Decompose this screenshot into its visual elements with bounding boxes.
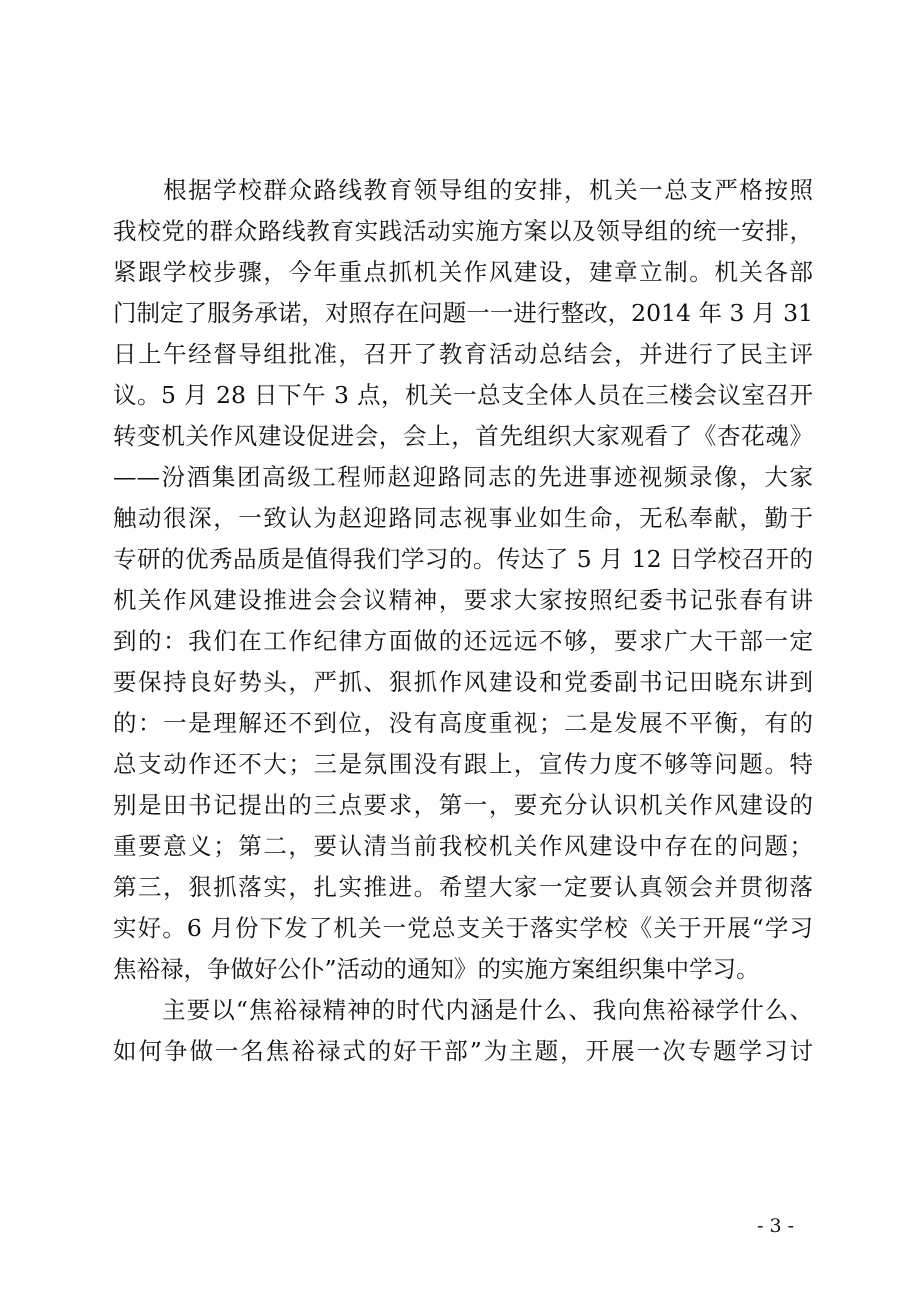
paragraph-1-line: 别是田书记提出的三点要求，第一，要充分认识机关作风建设的 <box>113 791 813 819</box>
paragraph-1-line: 紧跟学校步骤，今年重点抓机关作风建设，建章立制。机关各部 <box>113 258 813 286</box>
page-number: - 3 - <box>757 1215 795 1237</box>
paragraph-1-line: 专研的优秀品质是值得我们学习的。传达了 5 月 12 日学校召开的 <box>113 545 813 573</box>
paragraph-2-line: 主要以“焦裕禄精神的时代内涵是什么、我向焦裕禄学什么、 <box>113 996 813 1024</box>
paragraph-1-line: 根据学校群众路线教育领导组的安排，机关一总支严格按照 <box>113 176 813 204</box>
paragraph-1-line: 第三，狠抓落实，扎实推进。希望大家一定要认真领会并贯彻落 <box>113 873 813 901</box>
body-text <box>113 170 813 1072</box>
paragraph-1-line: 触动很深，一致认为赵迎路同志视事业如生命，无私奉献，勤于 <box>113 504 813 532</box>
paragraph-1-line: 机关作风建设推进会会议精神，要求大家按照纪委书记张春有讲 <box>113 586 813 614</box>
paragraph-1-line: 到的：我们在工作纪律方面做的还远远不够，要求广大干部一定 <box>113 627 813 655</box>
paragraph-2-line: 如何争做一名焦裕禄式的好干部”为主题，开展一次专题学习讨 <box>113 1037 813 1065</box>
paragraph-1-line: 门制定了服务承诺，对照存在问题一一进行整改，2014 年 3 月 31 <box>113 299 813 327</box>
paragraph-1-line: 我校党的群众路线教育实践活动实施方案以及领导组的统一安排， <box>113 217 813 245</box>
paragraph-1-line: 重要意义；第二，要认清当前我校机关作风建设中存在的问题； <box>113 832 813 860</box>
paragraph-1-line: ——汾酒集团高级工程师赵迎路同志的先进事迹视频录像，大家 <box>113 463 813 491</box>
paragraph-1-line: 总支动作还不大；三是氛围没有跟上，宣传力度不够等问题。特 <box>113 750 813 778</box>
paragraph-1-line: 议。5 月 28 日下午 3 点，机关一总支全体人员在三楼会议室召开 <box>113 381 813 409</box>
paragraph-1-line: 要保持良好势头，严抓、狠抓作风建设和党委副书记田晓东讲到 <box>113 668 813 696</box>
paragraph-1-line: 转变机关作风建设促进会，会上，首先组织大家观看了《杏花魂》 <box>113 422 813 450</box>
paragraph-1-line: 的：一是理解还不到位，没有高度重视；二是发展不平衡，有的 <box>113 709 813 737</box>
paragraph-1-line: 日上午经督导组批准，召开了教育活动总结会，并进行了民主评 <box>113 340 813 368</box>
paragraph-1-line: 实好。6 月份下发了机关一党总支关于落实学校《关于开展“学习 <box>113 914 813 942</box>
paragraph-1-line: 焦裕禄，争做好公仆”活动的通知》的实施方案组织集中学习。 <box>113 955 760 983</box>
